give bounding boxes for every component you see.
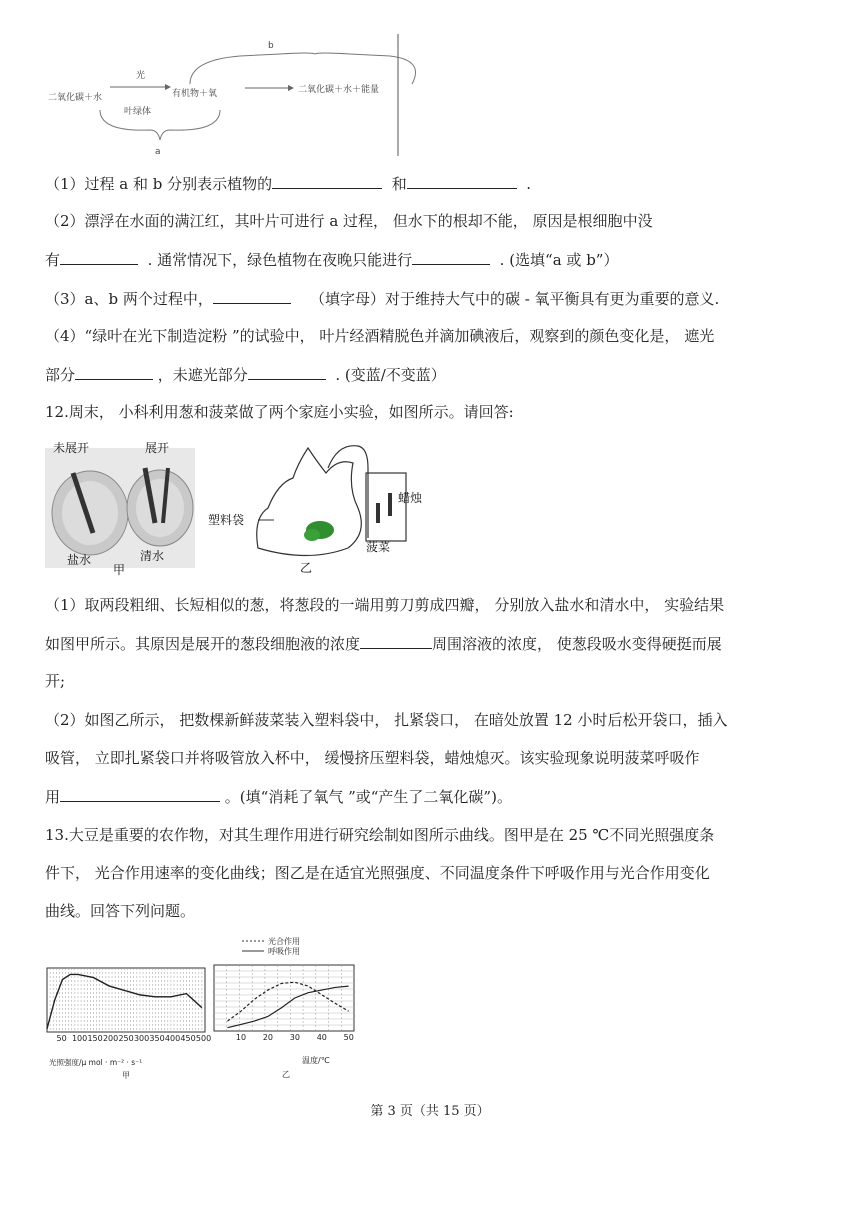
label-unexpanded: 未展开 — [53, 441, 90, 455]
x-tick-label: 50 — [343, 1033, 354, 1042]
answer-blank[interactable] — [407, 173, 517, 189]
caption-yi: 乙 — [300, 561, 313, 575]
x-tick-label: 100 — [71, 1034, 88, 1043]
label-candle: 蜡烛 — [398, 491, 423, 505]
reaction-diagram — [40, 32, 420, 160]
x-tick-label: 10 — [235, 1033, 247, 1042]
answer-blank[interactable] — [75, 364, 153, 380]
label-bag: 塑料袋 — [208, 513, 245, 527]
answer-blank[interactable] — [213, 288, 291, 304]
x-tick-label: 200 — [102, 1034, 119, 1043]
q12-part2-line2: 吸管， 立即扎紧袋口并将吸管放入杯中， 缓慢挤压塑料袋，蜡烛熄灭。该实验现象说明菠菜呼吸作 — [45, 749, 700, 767]
label-spinach: 菠菜 — [366, 540, 391, 554]
label-expanded: 展开 — [145, 441, 170, 455]
x-axis-label: 温度/℃ — [302, 1056, 330, 1065]
x-tick-label: 300 — [133, 1034, 150, 1043]
q11-part3: （3）a、b 两个过程中， （填字母）对于维持大气中的碳 - 氧平衡具有更为重要的意义. — [45, 290, 720, 308]
q12-part2-line3: 用 。(填“消耗了氧气 ”或“产生了二氧化碳”)。 — [45, 788, 512, 806]
figure-yi-drawing — [208, 438, 438, 576]
legend-label: 光合作用 — [268, 937, 300, 946]
q11-part2-line2: 有 . 通常情况下，绿色植物在夜晚只能进行 . (选填“a 或 b”） — [45, 251, 619, 269]
x-tick-label: 30 — [289, 1033, 300, 1042]
caption-jia: 甲 — [113, 563, 126, 577]
label-a: a — [155, 147, 161, 157]
answer-blank[interactable] — [60, 249, 138, 265]
products-text: 二氧化碳＋水＋能量 — [298, 85, 380, 95]
x-tick-label: 20 — [262, 1033, 274, 1042]
label-b: b — [268, 41, 274, 51]
q13-line3: 曲线。回答下列问题。 — [45, 902, 196, 920]
q13-line1: 13.大豆是重要的农作物，对其生理作用进行研究绘制如图所示曲线。图甲是在 25 ℃不同光照强度条 — [45, 826, 715, 844]
q11-part2-line1: （2）漂浮在水面的满江红，其叶片可进行 a 过程， 但水下的根却不能， 原因是根细胞中没 — [45, 212, 653, 230]
answer-blank[interactable] — [60, 786, 220, 802]
x-tick-label: 40 — [316, 1033, 327, 1042]
reactants-text: 二氧化碳＋水 — [48, 93, 103, 103]
q11-part4-line1: （4）“绿叶在光下制造淀粉 ”的试验中， 叶片经酒精脱色并滴加碘液后，观察到的颜色变化是， 遮光 — [45, 327, 715, 345]
answer-blank[interactable] — [360, 633, 432, 649]
x-axis-label: 光照强度/μ mol · m⁻² · s⁻¹ — [49, 1058, 143, 1067]
q11-part1: （1）过程 a 和 b 分别表示植物的 和 . — [45, 175, 532, 193]
chart-caption: 甲 — [122, 1071, 130, 1080]
q12-part1-line3: 开; — [45, 672, 66, 690]
plot-frame — [47, 968, 205, 1032]
label-salt-water: 盐水 — [67, 553, 92, 567]
x-tick-label: 450 — [180, 1034, 196, 1043]
x-tick-label: 250 — [118, 1034, 134, 1043]
q11-part4-line2: 部分 ，未遮光部分 . (变蓝/不变蓝） — [45, 366, 446, 384]
answer-blank[interactable] — [272, 173, 382, 189]
chloroplast-text: 叶绿体 — [124, 107, 152, 117]
q12-part1-line2: 如图甲所示。其原因是展开的葱段细胞液的浓度 周围溶液的浓度， 使葱段吸水变得硬挺而展 — [45, 635, 722, 653]
q12-part2-line1: （2）如图乙所示， 把数棵新鲜菠菜装入塑料袋中， 扎紧袋口， 在暗处放置 12 小时后松开袋口，插入 — [45, 711, 728, 729]
chart-caption: 乙 — [282, 1070, 290, 1079]
q12-title: 12.周末， 小科利用葱和菠菜做了两个家庭小实验，如图所示。请回答: — [45, 403, 514, 421]
label-light: 光 — [136, 71, 146, 81]
chart-jia — [45, 960, 212, 1080]
figure-jia-photo — [45, 438, 195, 576]
x-tick-label: 500 — [195, 1034, 212, 1043]
answer-blank[interactable] — [412, 249, 490, 265]
x-tick-label: 50 — [56, 1034, 67, 1043]
plot-frame — [214, 965, 354, 1031]
middle-text: 有机物＋氧 — [172, 89, 218, 99]
x-tick-label: 350 — [149, 1034, 165, 1043]
answer-blank[interactable] — [248, 364, 326, 380]
x-tick-label: 400 — [164, 1034, 181, 1043]
label-fresh-water: 清水 — [140, 549, 165, 563]
x-tick-label: 150 — [87, 1034, 103, 1043]
chart-yi — [212, 935, 362, 1079]
page-footer: 第 3 页（共 15 页） — [370, 1104, 490, 1119]
q12-part1-line1: （1）取两段粗细、长短相似的葱，将葱段的一端用剪刀剪成四瓣， 分别放入盐水和清水中， 实验结果 — [45, 596, 725, 614]
legend-label: 呼吸作用 — [268, 947, 300, 956]
q13-line2: 件下， 光合作用速率的变化曲线；图乙是在适宜光照强度、不同温度条件下呼吸作用与光合作用变化 — [45, 864, 710, 882]
